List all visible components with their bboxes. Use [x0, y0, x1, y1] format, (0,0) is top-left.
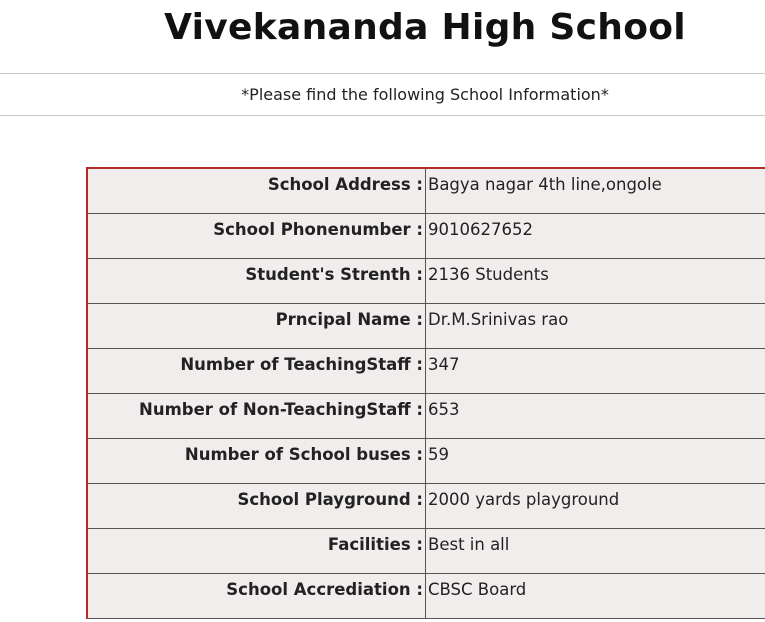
label-text: Facilities :	[327, 535, 423, 554]
info-value: 2136 Students	[428, 265, 549, 284]
label-text: Number of TeachingStaff :	[180, 355, 423, 374]
info-value: Best in all	[428, 535, 510, 554]
info-label	[88, 304, 425, 348]
info-row-buses	[88, 439, 765, 484]
info-value: 59	[428, 445, 449, 464]
info-subtitle: *Please find the following School Information*	[241, 85, 609, 104]
info-value: Dr.M.Srinivas rao	[428, 310, 569, 329]
info-label	[88, 439, 425, 483]
info-row-playground	[88, 484, 765, 529]
school-info-table	[86, 167, 765, 619]
info-row-accreditation	[88, 574, 765, 619]
label-text: Number of School buses :	[184, 445, 423, 464]
info-value: 653	[428, 400, 460, 419]
label-text: School Address :	[267, 175, 423, 194]
top-divider	[0, 73, 765, 74]
info-label	[88, 529, 425, 573]
label-text: School Accrediation :	[226, 580, 423, 599]
info-row-students	[88, 259, 765, 304]
info-value: CBSC Board	[428, 580, 527, 599]
info-row-principal	[88, 304, 765, 349]
info-value: 347	[428, 355, 460, 374]
school-title: Vivekananda High School	[164, 7, 686, 48]
label-text: Student's Strenth :	[245, 265, 423, 284]
label-text: Prncipal Name :	[275, 310, 423, 329]
info-row-teaching-staff	[88, 349, 765, 394]
info-row-address	[88, 169, 765, 214]
info-label	[88, 574, 425, 618]
info-value: Bagya nagar 4th line,ongole	[428, 175, 662, 194]
info-label	[88, 394, 425, 438]
info-value: 2000 yards playground	[428, 490, 620, 509]
bottom-divider	[0, 115, 765, 116]
info-row-facilities	[88, 529, 765, 574]
label-text: Number of Non-TeachingStaff :	[139, 400, 423, 419]
info-value: 9010627652	[428, 220, 533, 239]
info-label	[88, 484, 425, 528]
info-row-non-teaching-staff	[88, 394, 765, 439]
info-label	[88, 169, 425, 213]
info-row-phone	[88, 214, 765, 259]
info-label	[88, 259, 425, 303]
label-text: School Phonenumber :	[213, 220, 423, 239]
info-label	[88, 214, 425, 258]
info-label	[88, 349, 425, 393]
label-text: School Playground :	[237, 490, 423, 509]
